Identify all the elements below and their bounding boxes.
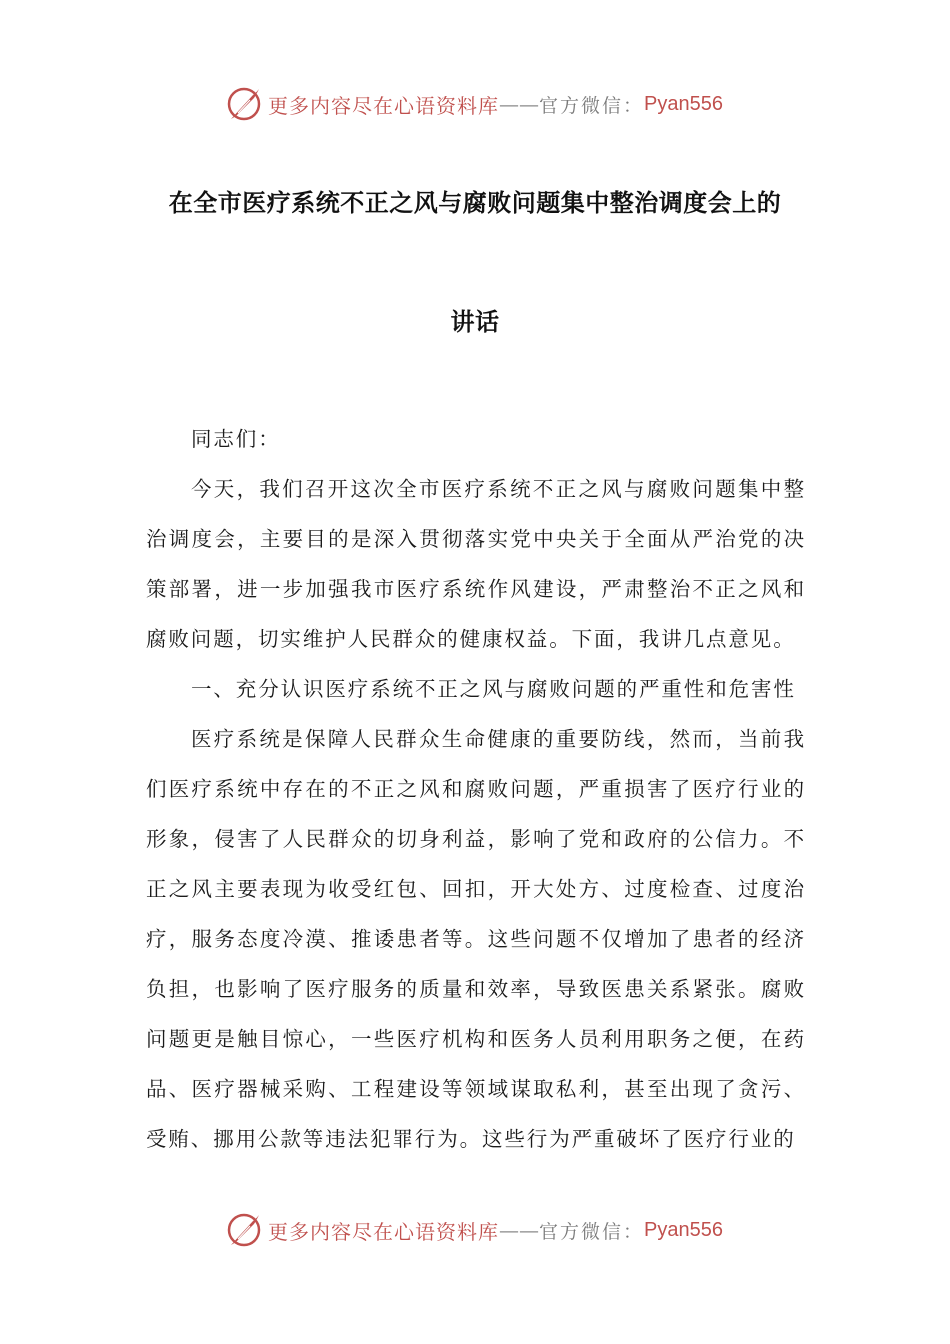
quill-pen-icon <box>226 1212 262 1248</box>
footer-banner[interactable] <box>226 1210 723 1250</box>
banner-text: 更多内容尽在心语资料库 <box>268 1219 499 1244</box>
greeting: 同志们： <box>191 427 281 451</box>
header-banner[interactable] <box>226 84 723 124</box>
section-1-heading: 一、充分认识医疗系统不正之风与腐败问题的严重性和危害性 <box>191 677 796 701</box>
page-title-line-2: 讲话 <box>450 308 500 336</box>
banner-separator: —— <box>499 1218 539 1242</box>
banner-wechat-label: 官方微信： <box>539 94 645 117</box>
document-body <box>146 414 806 1164</box>
intro-paragraph: 今天，我们召开这次全市医疗系统不正之风与腐败问题集中整治调度会，主要目的是深入贯彻落实党中央关于全面从严治党的决策部署，进一步加强我市医疗系统作风建设，严肃整治不正之风和腐败问题，切实维护人民群众的健康权益。下面，我讲几点意见。 <box>146 477 806 651</box>
section-1-paragraph: 医疗系统是保障人民群众生命健康的重要防线，然而，当前我们医疗系统中存在的不正之风和腐败问题，严重损害了医疗行业的形象，侵害了人民群众的切身利益，影响了党和政府的公信力。不正之风主要表现为收受红包、回扣，开大处方、过度检查、过度治疗，服务态度冷漠、推诿患者等。这些问题不仅增加了患者的经济负担，也影响了医疗服务的质量和效率，导致医患关系紧张。腐败问题更是触目惊心，一些医疗机构和医务人员利用职务之便，在药品、医疗器械采购、工程建设等领域谋取私利，甚至出现了贪污、受贿、挪用公款等违法犯罪行为。这些行为严重破坏了医疗行业的 <box>146 727 806 1151</box>
banner-wechat-id: Pyan556 <box>644 1218 723 1241</box>
banner-separator: —— <box>499 92 539 116</box>
banner-text: 更多内容尽在心语资料库 <box>268 93 499 118</box>
banner-wechat-id: Pyan556 <box>644 92 723 115</box>
banner-wechat-label: 官方微信： <box>539 1220 645 1243</box>
page-title-line-1: 在全市医疗系统不正之风与腐败问题集中整治调度会上的 <box>168 189 782 217</box>
quill-pen-icon <box>226 86 262 122</box>
